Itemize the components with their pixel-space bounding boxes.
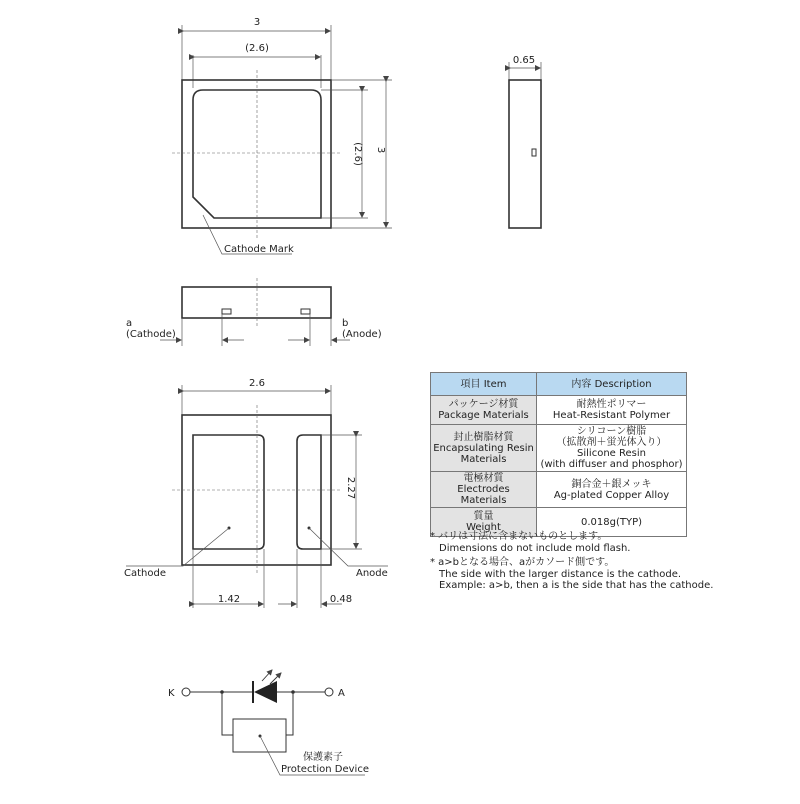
- front-electrode-right: [301, 309, 310, 314]
- bottom-view: [124, 378, 388, 608]
- front-electrode-left: [222, 309, 231, 314]
- top-view-body: [182, 80, 331, 228]
- side-thickness-dim: 0.65: [512, 55, 536, 66]
- protection-label-en: Protection Device: [281, 764, 369, 775]
- note-1-en: Dimensions do not include mold flash.: [439, 543, 631, 554]
- note-2-en-1: The side with the larger distance is the cathode.: [439, 569, 682, 580]
- front-a-label: a: [126, 318, 133, 329]
- row-item: パッケージ材質 Package Materials: [431, 396, 537, 425]
- top-view-lens: [193, 90, 321, 218]
- table-row: [431, 472, 687, 508]
- row-item: 電極材質 Electrodes Materials: [431, 472, 537, 508]
- bottom-pad-height-dim: 2.27: [345, 476, 356, 500]
- anode-pad: [297, 435, 321, 549]
- spec-table: [430, 372, 687, 537]
- front-view: [126, 278, 382, 346]
- top-inner-height-dim: (2.6): [352, 142, 363, 166]
- circuit-diagram: [168, 670, 369, 775]
- top-view: [172, 17, 392, 255]
- table-row: [431, 396, 687, 425]
- front-b-sub: (Anode): [342, 329, 382, 340]
- front-a-sub: (Cathode): [126, 329, 176, 340]
- note-2-jp: * a>bとなる場合、aがカソード側です。: [430, 557, 615, 568]
- cathode-label: Cathode: [124, 568, 166, 579]
- note-1-jp: * バリは寸法に含まないものとします。: [430, 531, 608, 542]
- bottom-width-dim: 2.6: [249, 378, 265, 389]
- protection-label-jp: 保護素子: [303, 752, 343, 763]
- top-height-dim: 3: [375, 146, 386, 154]
- row-item: 封止樹脂材質 Encapsulating Resin Materials: [431, 425, 537, 472]
- table-header-row: [431, 373, 687, 396]
- anode-label: Anode: [356, 568, 388, 579]
- table-row: [431, 425, 687, 472]
- header-item: 項目 Item: [431, 373, 537, 396]
- led-symbol: [253, 670, 281, 703]
- front-b-label: b: [342, 318, 349, 329]
- row-description: 銅合金＋銀メッキ Ag-plated Copper Alloy: [537, 472, 687, 508]
- terminal-k: [182, 688, 190, 696]
- circuit-k-label: K: [168, 688, 175, 699]
- cathode-leader: [126, 528, 229, 566]
- row-description: 耐熱性ポリマー Heat-Resistant Polymer: [537, 396, 687, 425]
- side-view-electrode: [532, 149, 536, 156]
- row-description: 0.018g(TYP): [537, 508, 687, 537]
- header-description: 内容 Description: [537, 373, 687, 396]
- note-2-en-2: Example: a>b, then a is the side that has the cathode.: [439, 580, 714, 591]
- cathode-pad: [193, 435, 264, 549]
- top-inner-width-dim: (2.6): [245, 43, 269, 54]
- row-item: 質量 Weight: [431, 508, 537, 537]
- top-width-dim: 3: [253, 17, 261, 28]
- cathode-width-dim: 1.42: [217, 594, 241, 605]
- front-view-body: [182, 287, 331, 318]
- cathode-mark-label: Cathode Mark: [224, 244, 294, 255]
- terminal-a: [325, 688, 333, 696]
- anode-width-dim: 0.48: [329, 594, 353, 605]
- side-view: [509, 55, 541, 228]
- circuit-a-label: A: [338, 688, 345, 699]
- row-description: シリコーン樹脂 （拡散剤＋蛍光体入り） Silicone Resin (with diffuser and phosphor): [537, 425, 687, 472]
